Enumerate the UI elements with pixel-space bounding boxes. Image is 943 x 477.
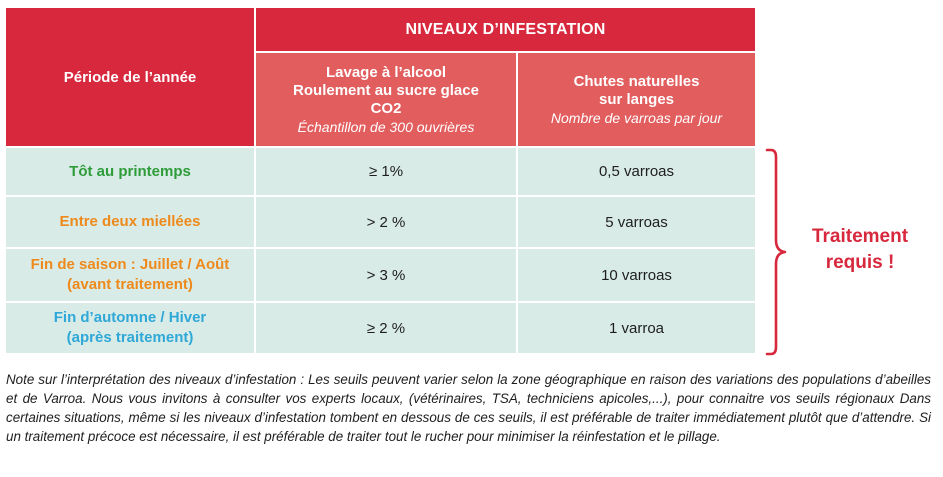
table-row-1-drop xyxy=(518,148,755,195)
table-row-2-level xyxy=(256,197,516,247)
period-column-header xyxy=(6,8,254,146)
row-3-level-value: > 3 % xyxy=(366,266,406,284)
table-row-4-drop xyxy=(518,303,755,353)
table-row-3-drop xyxy=(518,249,755,301)
natural-drop-column-header xyxy=(518,53,755,146)
interpretation-note: Note sur l’interprétation des niveaux d’infestation : Les seuils peuvent varier selon la zone géographique en raison des variations des populations d’abeilles et de Varroa. Nous vous invitons à consulter vos experts locaux, (vétérinaires, TSA, techniciens apicoles,...), pour connaitre vos seuils régionaux Dans certaines situations, même si les niveaux d’infestation tombent en dessous de ces seuils, il est préférable de traiter immédiatement plutôt que d’attendre. Si un traitement précoce est nécessaire, il est préférable de traiter tout le rucher pour minimiser la réinfestation et le pillage. xyxy=(6,372,931,444)
table-row-2-drop xyxy=(518,197,755,247)
alcohol-wash-column-header xyxy=(256,53,516,146)
table-row-2-period xyxy=(6,197,254,247)
table-row-1-period xyxy=(6,148,254,195)
row-3-period-line1: Fin de saison : Juillet / Août xyxy=(30,256,230,273)
infestation-table xyxy=(6,8,755,353)
col2-line1: Chutes naturelles xyxy=(573,72,700,90)
row-2-period-label: Entre deux miellées xyxy=(59,213,201,230)
row-4-drop-value: 1 varroa xyxy=(608,319,665,337)
col1-line1: Lavage à l’alcool xyxy=(325,63,447,81)
row-3-drop-value: 10 varroas xyxy=(601,266,672,284)
row-4-period-line1: Fin d’automne / Hiver xyxy=(53,309,207,326)
col1-line2: Roulement au sucre glace xyxy=(293,81,479,99)
table-row-4-period xyxy=(6,303,254,353)
table-row-3-period xyxy=(6,249,254,301)
table-row-3-level xyxy=(256,249,516,301)
treatment-required-label xyxy=(790,224,930,276)
curly-bracket-icon xyxy=(765,148,787,356)
period-header-label: Période de l’année xyxy=(63,68,197,86)
treatment-line1: Traitement xyxy=(811,226,909,247)
table-row-1-level xyxy=(256,148,516,195)
row-2-level-value: > 2 % xyxy=(366,213,406,231)
col2-note: Nombre de varroas par jour xyxy=(550,109,723,126)
row-2-drop-value: 5 varroas xyxy=(605,213,668,231)
col2-line2: sur langes xyxy=(598,90,675,108)
row-4-period-line2: (après traitement) xyxy=(66,329,194,346)
row-1-level-value: ≥ 1% xyxy=(368,163,404,180)
col1-note: Échantillon de 300 ouvrières xyxy=(297,118,475,135)
row-1-drop-value: 0,5 varroas xyxy=(598,163,675,180)
row-3-period-line2: (avant traitement) xyxy=(67,276,193,293)
table-row-4-level xyxy=(256,303,516,353)
infestation-levels-header xyxy=(256,8,755,51)
row-1-period-label: Tôt au printemps xyxy=(69,162,191,180)
treatment-line2: requis ! xyxy=(825,252,895,273)
row-4-level-value: ≥ 2 % xyxy=(366,319,406,337)
col1-line3: CO2 xyxy=(370,99,402,117)
infestation-levels-label: NIVEAUX D’INFESTATION xyxy=(405,20,606,38)
